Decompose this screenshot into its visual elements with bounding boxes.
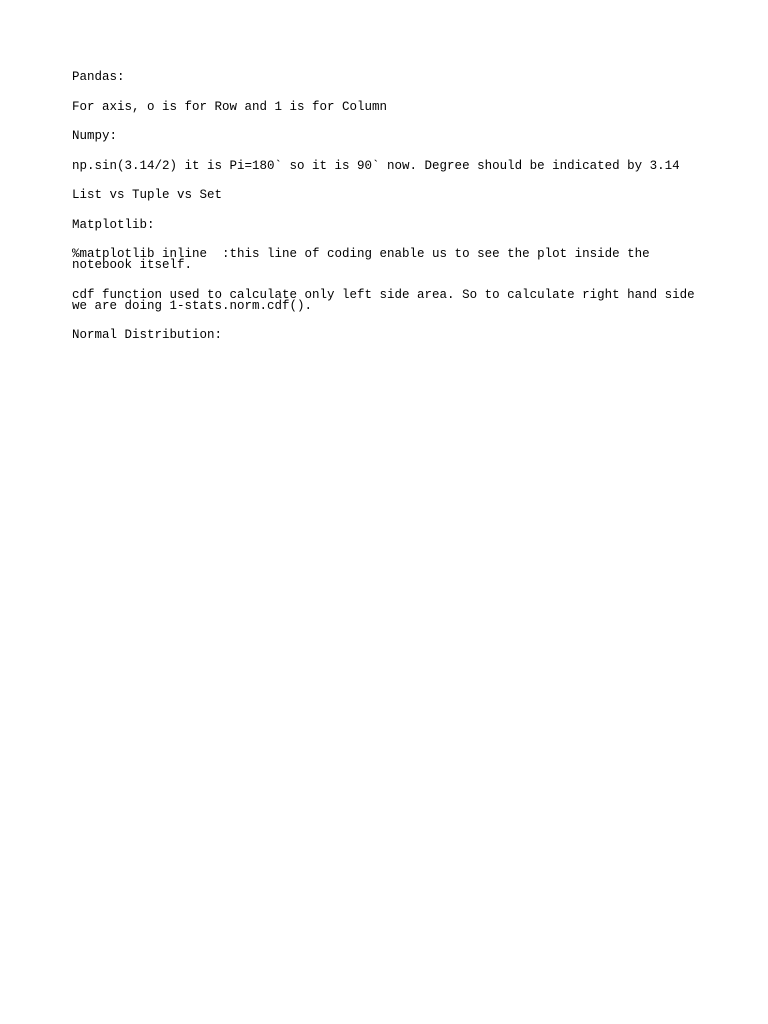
note-np-sin: np.sin(3.14/2) it is Pi=180` so it is 90` now. Degree should be indicated by 3.14	[72, 158, 680, 173]
heading-normal-distribution: Normal Distribution:	[72, 328, 223, 342]
heading-numpy: Numpy:	[72, 129, 118, 143]
note-axis: For axis, o is for Row and 1 is for Column	[72, 99, 388, 114]
note-matplotlib-inline: %matplotlib inline :this line of coding enable us to see the plot inside the notebook itself.	[72, 247, 650, 272]
note-cdf-function: cdf function used to calculate only left side area. So to calculate right hand side we are doing 1-stats.norm.cdf().	[72, 287, 695, 313]
note-list-tuple-set: List vs Tuple vs Set	[72, 188, 223, 202]
heading-pandas: Pandas:	[72, 70, 125, 84]
heading-matplotlib: Matplotlib:	[72, 217, 155, 232]
document-body	[72, 72, 712, 360]
